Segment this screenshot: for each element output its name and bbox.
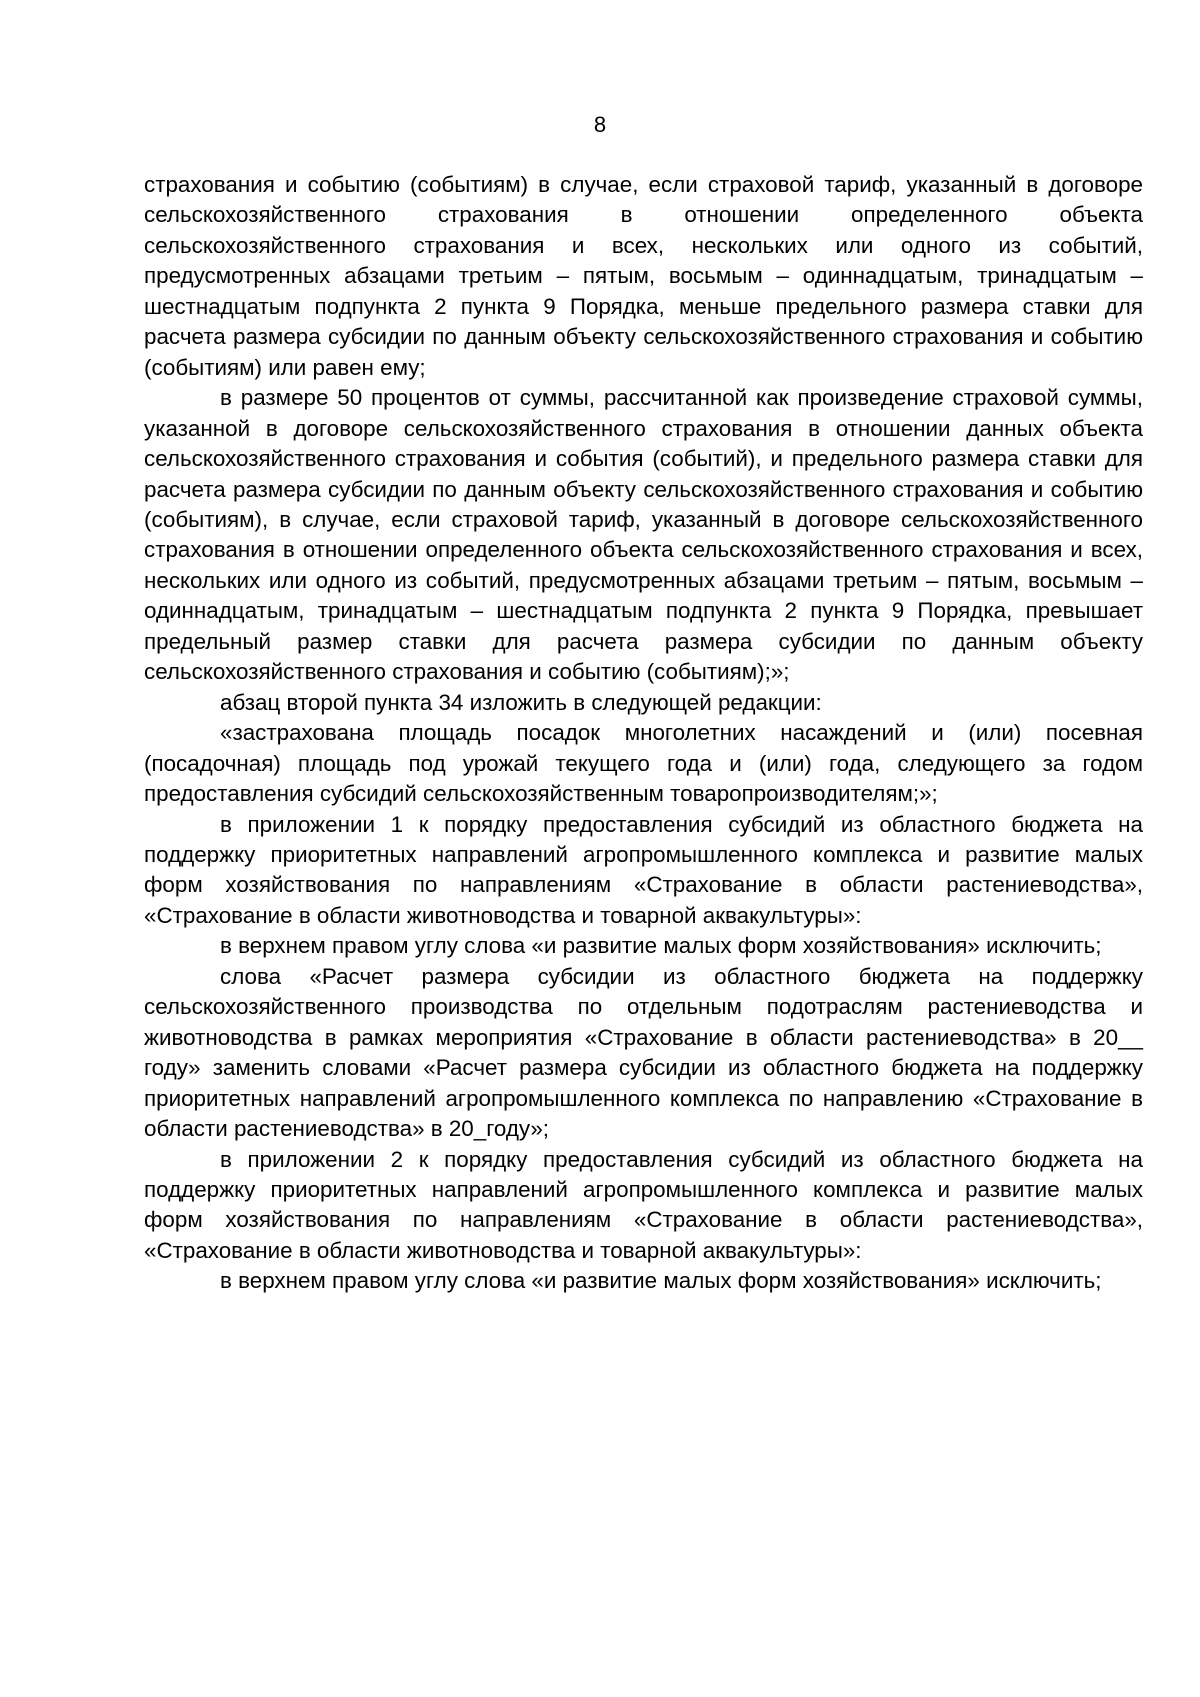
paragraph: в приложении 2 к порядку предоставления субсидий из областного бюджета на поддержку приоритетных направлений агропромышленного комплекса и развитие малых форм хозяйствования по направлениям «Страхование в области растениеводства», «Страхование в области животноводства и товарной аквакультуры»: bbox=[144, 1146, 1143, 1263]
paragraph: слова «Расчет размера субсидии из областного бюджета на поддержку сельскохозяйственного производства по отдельным подотраслям растениеводства и животноводства в рамках мероприятия «Страхование в области растениеводства» в 20__ году» заменить словами «Расчет размера субсидии из областного бюджета на поддержку приоритетных направлений агропромышленного комплекса по направлению «Страхование в области растениеводства» в 20_году»; bbox=[144, 963, 1143, 1142]
paragraph: в приложении 1 к порядку предоставления субсидий из областного бюджета на поддержку приоритетных направлений агропромышленного комплекса и развитие малых форм хозяйствования по направлениям «Страхование в области растениеводства», «Страхование в области животноводства и товарной аквакультуры»: bbox=[144, 811, 1143, 928]
paragraph: в верхнем правом углу слова «и развитие малых форм хозяйствования» исключить; bbox=[220, 1268, 1102, 1294]
paragraph: в верхнем правом углу слова «и развитие малых форм хозяйствования» исключить; bbox=[220, 933, 1102, 959]
document-body bbox=[144, 170, 1143, 1297]
paragraph: «застрахована площадь посадок многолетних насаждений и (или) посевная (посадочная) площадь под урожай текущего года и (или) года, следующего за годом предоставления субсидий сельскохозяйственным товаропроизводителям;»; bbox=[144, 720, 1143, 807]
paragraph-continuation: страхования и событию (событиям) в случае, если страховой тариф, указанный в договоре сельскохозяйственного страхования в отношении определенного объекта сельскохозяйственного страхования и всех, нескольких или одного из событий, предусмотренных абзацами третьим – пятым, восьмым – одиннадцатым, тринадцатым – шестнадцатым подпункта 2 пункта 9 Порядка, меньше предельного размера ставки для расчета размера субсидии по данным объекту сельскохозяйственного страхования и событию (событиям) или равен ему; bbox=[144, 172, 1143, 380]
page-number: 8 bbox=[593, 112, 607, 137]
paragraph: в размере 50 процентов от суммы, рассчитанной как произведение страховой суммы, указанной в договоре сельскохозяйственного страхования в отношении данных объекта сельскохозяйственного страхования и события (событий), и предельного размера ставки для расчета размера субсидии по данным объекту сельскохозяйственного страхования и событию (событиям), в случае, если страховой тариф, указанный в договоре сельскохозяйственного страхования в отношении определенного объекта сельскохозяйственного страхования и всех, нескольких или одного из событий, предусмотренных абзацами третьим – пятым, восьмым – одиннадцатым, тринадцатым – шестнадцатым подпункта 2 пункта 9 Порядка, превышает предельный размер ставки для расчета размера субсидии по данным объекту сельскохозяйственного страхования и событию (событиям);»; bbox=[144, 385, 1143, 685]
paragraph: абзац второй пункта 34 изложить в следующей редакции: bbox=[220, 689, 822, 715]
